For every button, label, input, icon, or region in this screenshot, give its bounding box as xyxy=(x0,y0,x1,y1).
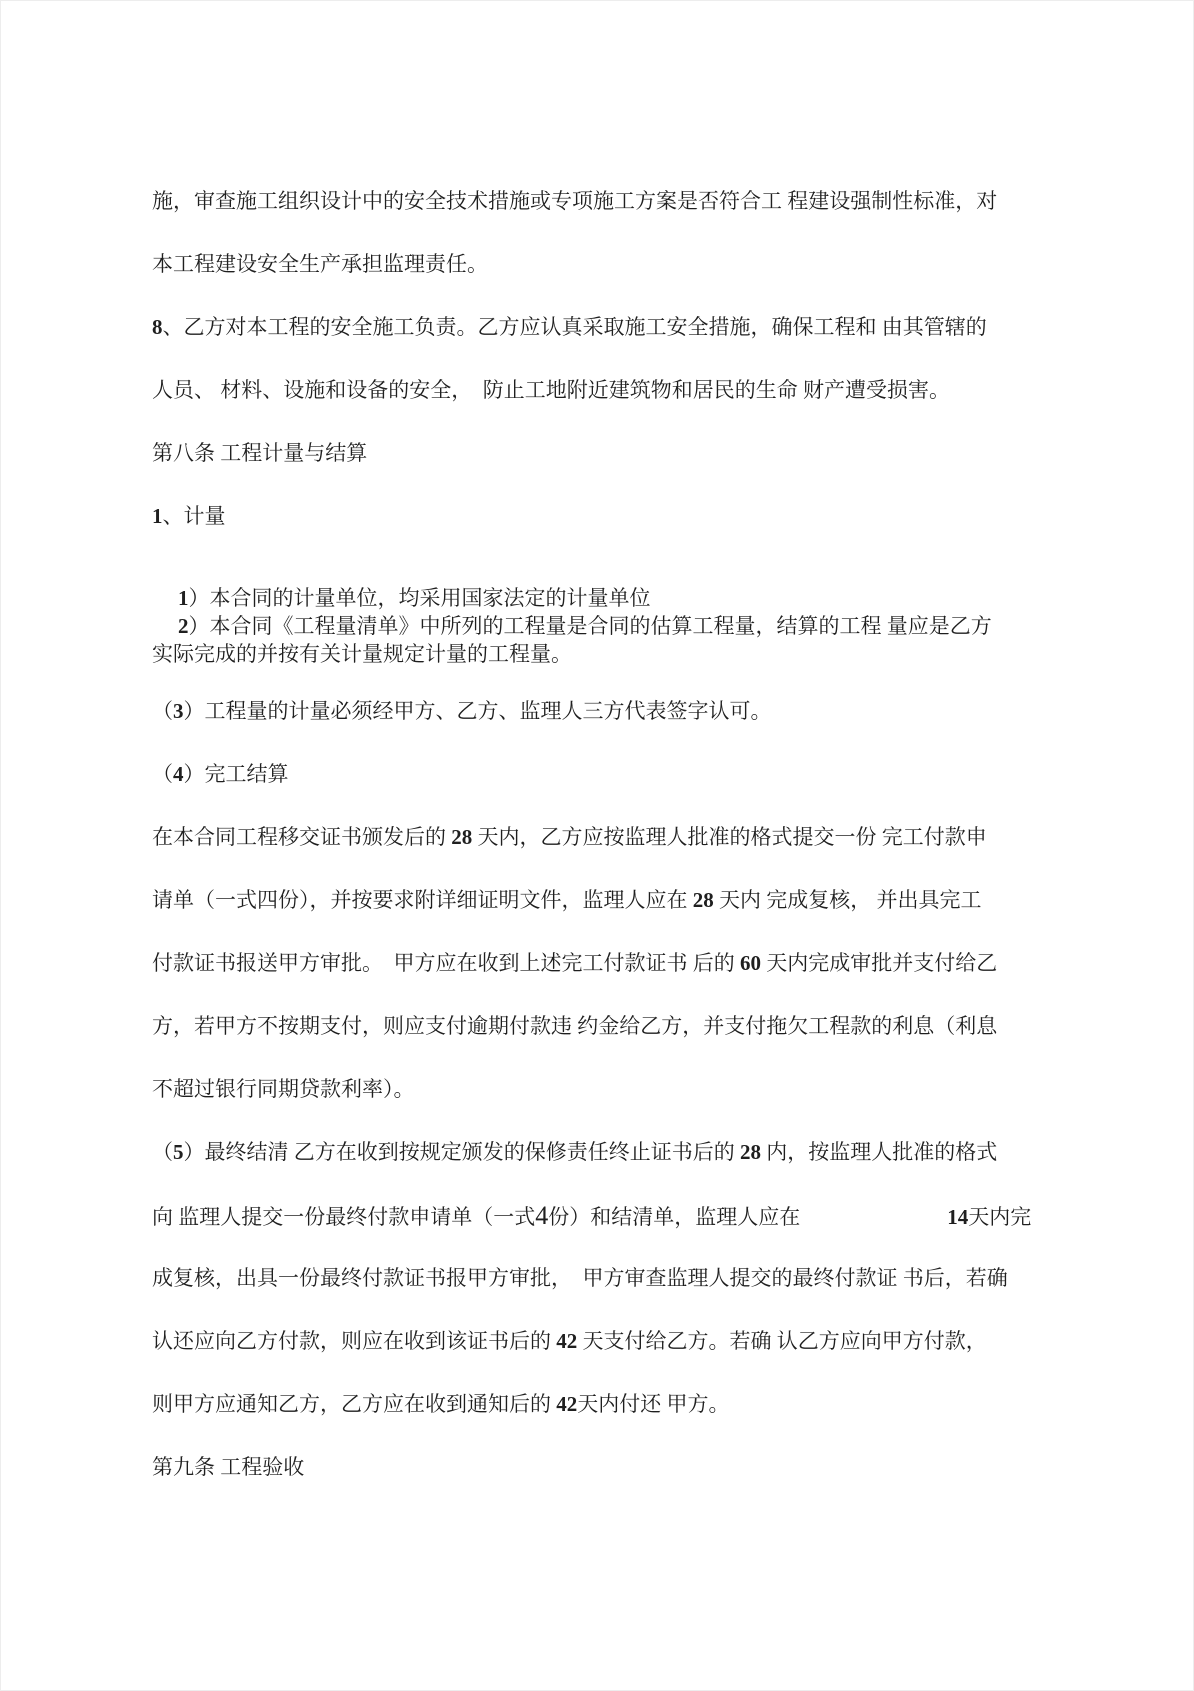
text-run: 天内，乙方应按监理人批准的格式提交一份 完工付款申 xyxy=(472,825,987,849)
text-run: （ xyxy=(152,762,173,786)
text-line xyxy=(152,233,1074,296)
text-run: 向 监理人提交一份最终付款申请单（一式 xyxy=(152,1205,536,1229)
text-run: 第八条 工程计量与结算 xyxy=(152,441,368,465)
text-run: 天支付给乙方。若确 认乙方应向甲方付款， xyxy=(577,1329,987,1353)
text-run: 则甲方应通知乙方，乙方应在收到通知后的 xyxy=(152,1392,557,1416)
text-line xyxy=(152,359,1074,422)
text-run: 成复核，出具一份最终付款证书报甲方审批， 甲方审查监理人提交的最终付款证 书后，若确 xyxy=(152,1266,1008,1290)
text-run: （ xyxy=(152,1140,173,1164)
text-run: 第九条 工程验收 xyxy=(152,1455,305,1479)
emphasis-run: 8 xyxy=(152,315,163,339)
text-run: 付款证书报送甲方审批。 甲方应在收到上述完工付款证书 后的 xyxy=(152,951,740,975)
text-run: 份）和结清单，监理人应在 xyxy=(548,1205,801,1229)
text-run: 天内付还 甲方。 xyxy=(577,1392,730,1416)
text-run: 在本合同工程移交证书颁发后的 xyxy=(152,825,452,849)
text-line xyxy=(152,743,1074,806)
text-line xyxy=(152,612,1074,640)
text-run: ）工程量的计量必须经甲方、乙方、监理人三方代表签字认可。 xyxy=(183,699,772,723)
emphasis-run: 28 xyxy=(451,825,473,849)
text-run: 人员、 材料、设施和设备的安全， 防止工地附近建筑物和居民的生命 财产遭受损害。 xyxy=(152,378,950,402)
text-line xyxy=(152,680,1074,743)
section-heading xyxy=(152,1436,1074,1499)
emphasis-run: 4 xyxy=(173,762,184,786)
text-run: 本工程建设安全生产承担监理责任。 xyxy=(152,252,488,276)
text-run: 、计量 xyxy=(162,504,226,528)
text-run: 请单（一式四份），并按要求附详细证明文件，监理人应在 xyxy=(152,888,693,912)
text-run: 不超过银行同期贷款利率）。 xyxy=(152,1077,415,1101)
emphasis-run: 28 xyxy=(740,1140,761,1164)
text-line xyxy=(152,640,1074,668)
text-run: 方，若甲方不按期支付，则应支付逾期付款违 约金给乙方，并支付拖欠工程款的利息（利息 xyxy=(152,1014,998,1038)
text-run: （ xyxy=(152,699,173,723)
emphasis-run: 14 xyxy=(947,1205,969,1229)
emphasis-run: 42 xyxy=(556,1392,578,1416)
text-line xyxy=(152,170,1074,233)
emphasis-run: 5 xyxy=(173,1140,184,1164)
text-line xyxy=(152,869,1074,932)
text-line xyxy=(152,932,1074,995)
text-run: 认还应向乙方付款，则应在收到该证书后的 xyxy=(152,1329,557,1353)
text-run: 天内完 xyxy=(968,1205,1032,1229)
emphasis-run: 1 xyxy=(178,586,189,610)
text-run: ）本合同《工程量清单》中所列的工程量是合同的估算工程量，结算的工程 量应是乙方 xyxy=(188,614,992,638)
text-run: ）本合同的计量单位，均采用国家法定的计量单位 xyxy=(188,586,651,610)
emphasis-run: 1 xyxy=(152,504,163,528)
text-line xyxy=(152,296,1074,359)
text-run: 天内 完成复核， 并出具完工 xyxy=(713,888,982,912)
emphasis-run: 4 xyxy=(535,1201,549,1230)
emphasis-run: 42 xyxy=(556,1329,578,1353)
text-line xyxy=(152,806,1074,869)
text-line xyxy=(152,1247,1074,1310)
text-run: 施，审查施工组织设计中的安全技术措施或专项施工方案是否符合工 程建设强制性标准，对 xyxy=(152,189,998,213)
text-run: ）完工结算 xyxy=(183,762,289,786)
text-run: ）最终结清 乙方在收到按规定颁发的保修责任终止证书后的 xyxy=(183,1140,740,1164)
emphasis-run: 3 xyxy=(173,699,184,723)
emphasis-run: 60 xyxy=(740,951,761,975)
text-line xyxy=(152,1310,1074,1373)
text-run: 内，按监理人批准的格式 xyxy=(761,1140,998,1164)
text-line xyxy=(152,485,1074,548)
section-heading xyxy=(152,422,1074,485)
text-line xyxy=(152,1184,1074,1247)
emphasis-run: 2 xyxy=(178,614,189,638)
text-run: 天内完成审批并支付给乙 xyxy=(761,951,998,975)
text-line xyxy=(152,1058,1074,1121)
text-run: 实际完成的并按有关计量规定计量的工程量。 xyxy=(152,642,572,666)
emphasis-run: 28 xyxy=(692,888,714,912)
text-run: 、乙方对本工程的安全施工负责。乙方应认真采取施工安全措施，确保工程和 由其管辖的 xyxy=(162,315,987,339)
text-run xyxy=(800,1205,947,1229)
text-line xyxy=(152,1121,1074,1184)
text-line xyxy=(152,995,1074,1058)
text-line xyxy=(152,1373,1074,1436)
text-line xyxy=(152,584,1074,612)
